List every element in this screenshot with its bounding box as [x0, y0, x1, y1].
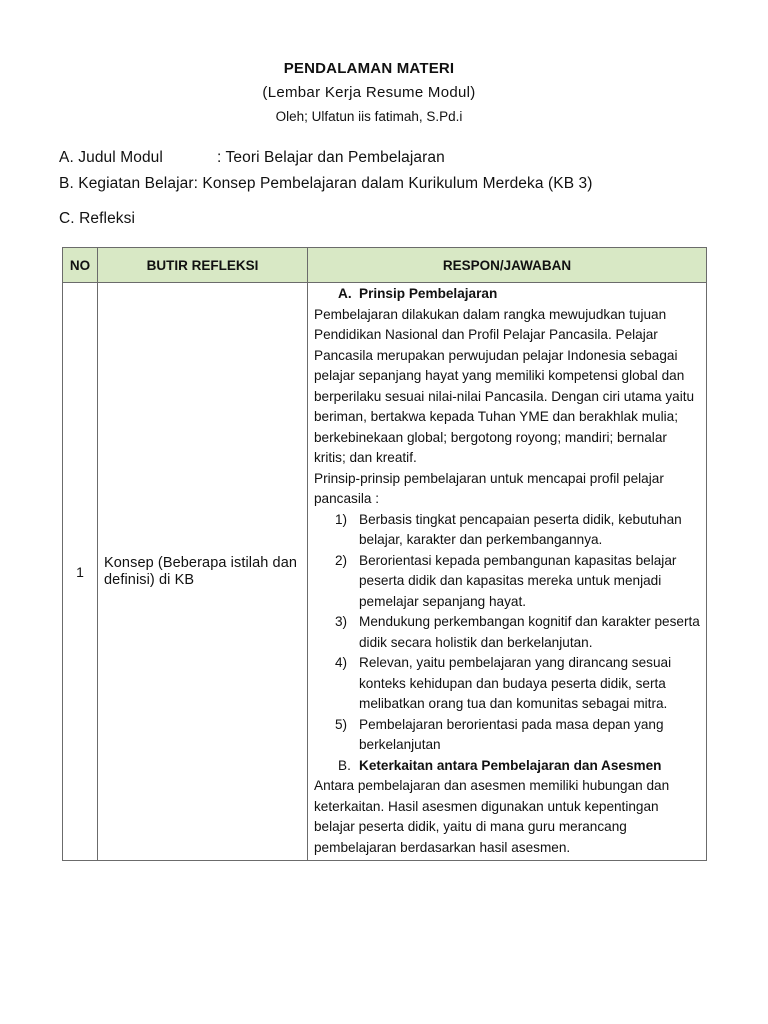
section-b-title: Keterkaitan antara Pembelajaran dan Asesmen	[359, 757, 662, 773]
list-item	[314, 653, 700, 715]
header-butir-refleksi: BUTIR REFLEKSI	[98, 248, 308, 283]
principles-list	[314, 510, 700, 756]
list-item	[314, 612, 700, 653]
module-title-value: : Teori Belajar dan Pembelajaran	[217, 149, 445, 166]
section-a-paragraph-2: Prinsip-prinsip pembelajaran untuk mencapai profil pelajar pancasila :	[314, 470, 664, 506]
list-item-number: 3)	[335, 614, 348, 629]
learning-activity-row	[59, 175, 593, 193]
list-item-number: 4)	[335, 655, 348, 670]
row-butir: Konsep (Beberapa istilah dan definisi) di KB	[98, 283, 308, 861]
section-b-paragraph: Antara pembelajaran dan asesmen memiliki hubungan dan keterkaitan. Hasil asesmen digunakan untuk kepentingan belajar peserta didik, yaitu di mana guru merancang pembelajaran berdasarkan hasil asesmen.	[314, 778, 670, 855]
section-b-marker: B.	[338, 757, 351, 773]
section-a-title: Prinsip Pembelajaran	[359, 286, 498, 301]
header-no: NO	[63, 248, 98, 283]
section-b-heading	[314, 756, 700, 777]
reflection-label: C. Refleksi	[59, 210, 136, 227]
list-item	[314, 715, 700, 756]
header-respon-jawaban: RESPON/JAWABAN	[308, 248, 707, 283]
table-row	[63, 283, 707, 861]
list-item-text: Mendukung perkembangan kognitif dan karakter peserta didik secara holistik dan berkelanjutan.	[359, 614, 700, 650]
module-title-label: A. Judul Modul	[59, 149, 163, 166]
document-subtitle: (Lembar Kerja Resume Modul)	[262, 84, 476, 101]
list-item	[314, 510, 700, 551]
reflection-table	[62, 247, 707, 861]
document-author: Oleh; Ulfatun iis fatimah, S.Pd.i	[275, 109, 463, 124]
section-a-paragraph-1: Pembelajaran dilakukan dalam rangka mewujudkan tujuan Pendidikan Nasional dan Profil Pelajar Pancasila. Pelajar Pancasila merupakan perwujudan pelajar Indonesia sebagai pelajar sepanjang hayat yang memiliki kompetensi global dan berperilaku sesuai nilai-nilai Pancasila. Dengan ciri utama yaitu beriman, bertakwa kepada Tuhan YME dan berakhlak mulia; berkebinekaan global; bergotong royong; mandiri; bernalar kritis; dan kreatif.	[314, 306, 695, 465]
list-item-text: Berorientasi kepada pembangunan kapasitas belajar peserta didik dan kapasitas mereka untuk menjadi pemelajar sepanjang hayat.	[359, 552, 677, 609]
table-header-row	[63, 248, 707, 283]
list-item-number: 2)	[335, 552, 348, 568]
learning-activity-value: : Konsep Pembelajaran dalam Kurikulum Merdeka (KB 3)	[193, 175, 593, 192]
list-item	[314, 551, 700, 613]
section-a-marker: A.	[338, 286, 352, 301]
module-title-row	[59, 149, 445, 167]
section-a-heading	[314, 284, 700, 305]
document-title: PENDALAMAN MATERI	[283, 60, 455, 77]
row-number: 1	[63, 283, 98, 861]
learning-activity-label: B. Kegiatan Belajar	[59, 175, 194, 192]
list-item-text: Pembelajaran berorientasi pada masa depan yang berkelanjutan	[359, 716, 664, 752]
list-item-number: 1)	[335, 511, 348, 527]
list-item-number: 5)	[335, 716, 348, 732]
row-response	[308, 283, 707, 861]
list-item-text: Relevan, yaitu pembelajaran yang dirancang sesuai konteks kehidupan dan budaya peserta didik, serta melibatkan orang tua dan komunitas sebagai mitra.	[359, 655, 672, 711]
list-item-text: Berbasis tingkat pencapaian peserta didik, kebutuhan belajar, karakter dan perkembangannya.	[359, 511, 682, 547]
